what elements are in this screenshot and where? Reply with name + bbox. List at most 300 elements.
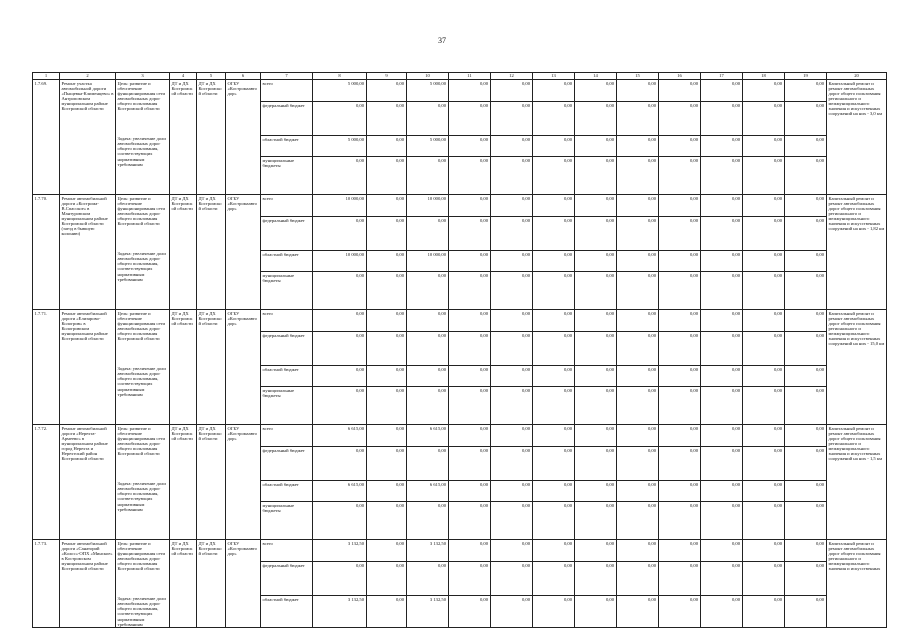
amount-cell: 0,00: [491, 447, 533, 481]
amount-cell: 0,00: [743, 540, 785, 562]
amount-cell: 0,00: [533, 251, 575, 272]
amount-cell: 0,00: [575, 562, 617, 596]
amount-cell: 5 000,00: [407, 136, 449, 157]
amount-cell: 0,00: [701, 332, 743, 366]
amount-cell: 5 000,00: [407, 80, 449, 102]
amount-cell: 0,00: [533, 136, 575, 157]
task-text: Задача: увеличение доли автомобильных дорог общего пользования, соответствующих нормативным требованиям: [116, 251, 170, 310]
amount-cell: 0,00: [743, 272, 785, 310]
amount-cell: 0,00: [533, 310, 575, 332]
fund-source: всего: [261, 310, 313, 332]
fund-source: федеральный бюджет: [261, 447, 313, 481]
amount-cell: 0,00: [617, 366, 659, 387]
amount-cell: 0,00: [449, 332, 491, 366]
amount-cell: 0,00: [407, 502, 449, 540]
goal-text: Цель: развитие и обеспечение функционирования сети автомобильных дорог общего пользования Костромской области: [116, 310, 170, 366]
header-cell: 12: [491, 73, 533, 80]
expected-result: Капитальный ремонт и ремонт автомобильных дорог общего пользования регионального и межмуниципального значения и искусственных сооружений на них - 3,0 км: [827, 80, 887, 195]
header-cell: 17: [701, 73, 743, 80]
amount-cell: 0,00: [313, 217, 367, 251]
table-row: [33, 540, 887, 562]
amount-cell: 0,00: [617, 332, 659, 366]
executor-col5: ДТ и ДХ Костромской области: [197, 425, 226, 540]
amount-cell: 0,00: [701, 272, 743, 310]
header-cell: 13: [533, 73, 575, 80]
amount-cell: 0,00: [743, 251, 785, 272]
executor-col6: ОГБУ «Костромаавтодор»: [226, 540, 261, 628]
expected-result: Капитальный ремонт и ремонт автомобильных дорог общего пользования регионального и межмуниципального значения и искусственных сооружений на них - 15,0 км: [827, 310, 887, 425]
fund-source: федеральный бюджет: [261, 217, 313, 251]
amount-cell: 0,00: [659, 425, 701, 447]
table-row: [33, 310, 887, 332]
amount-cell: 0,00: [533, 157, 575, 195]
amount-cell: 5 000,00: [313, 80, 367, 102]
executor-col4: ДТ и ДХ Костромской области: [170, 540, 197, 628]
amount-cell: 0,00: [367, 102, 407, 136]
amount-cell: 0,00: [533, 481, 575, 502]
amount-cell: 0,00: [785, 425, 827, 447]
fund-source: федеральный бюджет: [261, 102, 313, 136]
amount-cell: 0,00: [449, 596, 491, 628]
fund-source: областной бюджет: [261, 481, 313, 502]
amount-cell: 0,00: [785, 272, 827, 310]
fund-source: муниципальные бюджеты: [261, 502, 313, 540]
header-cell: 5: [197, 73, 226, 80]
item-number: 1.7.69.: [33, 80, 60, 195]
task-text: Задача: увеличение доли автомобильных дорог общего пользования, соответствующих нормативным требованиям: [116, 596, 170, 628]
amount-cell: 0,00: [449, 136, 491, 157]
amount-cell: 0,00: [407, 447, 449, 481]
amount-cell: 0,00: [491, 251, 533, 272]
amount-cell: 0,00: [313, 502, 367, 540]
amount-cell: 0,00: [785, 366, 827, 387]
amount-cell: 0,00: [659, 447, 701, 481]
executor-col4: ДТ и ДХ Костромской области: [170, 195, 197, 310]
header-cell: 10: [407, 73, 449, 80]
amount-cell: 0,00: [617, 217, 659, 251]
table-row: [33, 251, 887, 272]
amount-cell: 0,00: [491, 502, 533, 540]
amount-cell: 0,00: [449, 366, 491, 387]
amount-cell: 0,00: [407, 387, 449, 425]
executor-col6: ОГБУ «Костромаавтодор»: [226, 80, 261, 195]
amount-cell: 0,00: [701, 366, 743, 387]
amount-cell: 0,00: [367, 217, 407, 251]
amount-cell: 0,00: [575, 596, 617, 628]
amount-cell: 0,00: [491, 136, 533, 157]
amount-cell: 0,00: [743, 217, 785, 251]
table-row: [33, 596, 887, 628]
amount-cell: 0,00: [701, 251, 743, 272]
amount-cell: 0,00: [367, 481, 407, 502]
header-cell: 3: [116, 73, 170, 80]
amount-cell: 0,00: [367, 195, 407, 217]
amount-cell: 0,00: [533, 217, 575, 251]
amount-cell: 3 132,50: [407, 596, 449, 628]
amount-cell: 0,00: [659, 195, 701, 217]
amount-cell: 0,00: [313, 366, 367, 387]
amount-cell: 0,00: [701, 425, 743, 447]
amount-cell: 0,00: [617, 425, 659, 447]
amount-cell: 0,00: [407, 310, 449, 332]
amount-cell: 0,00: [367, 136, 407, 157]
amount-cell: 0,00: [449, 272, 491, 310]
table-row: [33, 195, 887, 217]
fund-source: областной бюджет: [261, 596, 313, 628]
item-name: Ремонт автомобильной дороги «Нерехта-Армеево» в муниципальном районе город Нерехта и Нерехтский район Костромской области: [60, 425, 116, 540]
amount-cell: 0,00: [785, 195, 827, 217]
amount-cell: 0,00: [659, 272, 701, 310]
amount-cell: 0,00: [743, 157, 785, 195]
amount-cell: 0,00: [743, 195, 785, 217]
amount-cell: 0,00: [701, 136, 743, 157]
header-cell: 7: [261, 73, 313, 80]
header-cell: 4: [170, 73, 197, 80]
amount-cell: 0,00: [617, 540, 659, 562]
amount-cell: 0,00: [701, 387, 743, 425]
amount-cell: 0,00: [617, 102, 659, 136]
amount-cell: 0,00: [617, 387, 659, 425]
amount-cell: 0,00: [313, 387, 367, 425]
amount-cell: 0,00: [575, 195, 617, 217]
amount-cell: 0,00: [785, 387, 827, 425]
amount-cell: 0,00: [491, 157, 533, 195]
amount-cell: 0,00: [659, 502, 701, 540]
amount-cell: 0,00: [491, 481, 533, 502]
amount-cell: 10 000,00: [313, 251, 367, 272]
goal-text: Цель: развитие и обеспечение функционирования сети автомобильных дорог общего пользования Костромской области: [116, 80, 170, 136]
amount-cell: 0,00: [367, 387, 407, 425]
amount-cell: 0,00: [449, 310, 491, 332]
amount-cell: 0,00: [701, 596, 743, 628]
amount-cell: 10 000,00: [407, 251, 449, 272]
amount-cell: 0,00: [785, 447, 827, 481]
item-name: Ремонт автомобильной дороги «Кострома-В.Спасское» в Мантуровском муниципальном районе Костромской области (заезд в бывшую колонию): [60, 195, 116, 310]
amount-cell: 0,00: [701, 80, 743, 102]
expected-result: Капитальный ремонт и ремонт автомобильных дорог общего пользования регионального и межмуниципального значения и искусственных: [827, 540, 887, 628]
amount-cell: 0,00: [575, 157, 617, 195]
amount-cell: 0,00: [575, 310, 617, 332]
executor-col4: ДТ и ДХ Костромской области: [170, 310, 197, 425]
amount-cell: 0,00: [449, 562, 491, 596]
amount-cell: 0,00: [785, 540, 827, 562]
amount-cell: 0,00: [743, 102, 785, 136]
executor-col4: ДТ и ДХ Костромской области: [170, 425, 197, 540]
fund-source: муниципальные бюджеты: [261, 387, 313, 425]
amount-cell: 0,00: [449, 251, 491, 272]
fund-source: муниципальные бюджеты: [261, 272, 313, 310]
fund-source: областной бюджет: [261, 136, 313, 157]
amount-cell: 0,00: [743, 596, 785, 628]
amount-cell: 0,00: [367, 502, 407, 540]
page-number: 37: [438, 36, 446, 45]
expected-result: Капитальный ремонт и ремонт автомобильных дорог общего пользования регионального и межмуниципального значения и искусственных сооружений на них - 1,82 км: [827, 195, 887, 310]
amount-cell: 0,00: [449, 157, 491, 195]
fund-source: всего: [261, 425, 313, 447]
amount-cell: 0,00: [701, 502, 743, 540]
amount-cell: 0,00: [743, 332, 785, 366]
amount-cell: 0,00: [533, 366, 575, 387]
amount-cell: 0,00: [785, 332, 827, 366]
table-row: [33, 366, 887, 387]
amount-cell: 0,00: [367, 310, 407, 332]
amount-cell: 0,00: [743, 387, 785, 425]
amount-cell: 10 000,00: [313, 195, 367, 217]
amount-cell: 5 000,00: [313, 136, 367, 157]
item-number: 1.7.73.: [33, 540, 60, 628]
amount-cell: 0,00: [617, 272, 659, 310]
amount-cell: 0,00: [701, 310, 743, 332]
amount-cell: 0,00: [785, 596, 827, 628]
amount-cell: 0,00: [533, 540, 575, 562]
amount-cell: 0,00: [533, 387, 575, 425]
amount-cell: 0,00: [449, 217, 491, 251]
amount-cell: 0,00: [367, 157, 407, 195]
amount-cell: 0,00: [313, 310, 367, 332]
amount-cell: 0,00: [659, 251, 701, 272]
executor-col6: ОГБУ «Костромаавтодор»: [226, 425, 261, 540]
task-text: Задача: увеличение доли автомобильных дорог общего пользования, соответствующих нормативным требованиям: [116, 481, 170, 540]
fund-source: областной бюджет: [261, 366, 313, 387]
amount-cell: 0,00: [659, 136, 701, 157]
amount-cell: 0,00: [491, 217, 533, 251]
amount-cell: 0,00: [533, 502, 575, 540]
amount-cell: 0,00: [701, 217, 743, 251]
item-name: Ремонт автомобильной дороги «Санаторий «Колос»-ОПХ «Минское» в Костромском муниципальном районе Костромской области: [60, 540, 116, 628]
executor-col5: ДТ и ДХ Костромской области: [197, 540, 226, 628]
amount-cell: 0,00: [659, 562, 701, 596]
fund-source: всего: [261, 80, 313, 102]
amount-cell: 0,00: [575, 425, 617, 447]
amount-cell: 0,00: [701, 195, 743, 217]
amount-cell: 0,00: [407, 562, 449, 596]
amount-cell: 0,00: [533, 562, 575, 596]
amount-cell: 0,00: [785, 310, 827, 332]
amount-cell: 0,00: [575, 481, 617, 502]
amount-cell: 0,00: [575, 272, 617, 310]
header-cell: 1: [33, 73, 60, 80]
amount-cell: 0,00: [575, 540, 617, 562]
amount-cell: 0,00: [659, 102, 701, 136]
header-cell: 11: [449, 73, 491, 80]
item-number: 1.7.70.: [33, 195, 60, 310]
amount-cell: 0,00: [449, 195, 491, 217]
amount-cell: 0,00: [785, 251, 827, 272]
amount-cell: 0,00: [407, 332, 449, 366]
header-cell: 15: [617, 73, 659, 80]
amount-cell: 0,00: [533, 102, 575, 136]
amount-cell: 0,00: [743, 447, 785, 481]
amount-cell: 0,00: [367, 251, 407, 272]
amount-cell: 0,00: [491, 387, 533, 425]
amount-cell: 0,00: [491, 425, 533, 447]
amount-cell: 0,00: [701, 540, 743, 562]
amount-cell: 0,00: [617, 80, 659, 102]
amount-cell: 0,00: [407, 272, 449, 310]
amount-cell: 0,00: [367, 596, 407, 628]
amount-cell: 0,00: [491, 540, 533, 562]
amount-cell: 0,00: [367, 332, 407, 366]
amount-cell: 0,00: [743, 310, 785, 332]
amount-cell: 0,00: [491, 272, 533, 310]
amount-cell: 0,00: [743, 80, 785, 102]
executor-col6: ОГБУ «Костромаавтодор»: [226, 195, 261, 310]
amount-cell: 0,00: [449, 387, 491, 425]
header-cell: 8: [313, 73, 367, 80]
amount-cell: 0,00: [313, 102, 367, 136]
fund-source: всего: [261, 540, 313, 562]
table-row: [33, 425, 887, 447]
amount-cell: 0,00: [449, 80, 491, 102]
amount-cell: 0,00: [533, 447, 575, 481]
amount-cell: 0,00: [701, 102, 743, 136]
amount-cell: 0,00: [449, 102, 491, 136]
amount-cell: 0,00: [407, 102, 449, 136]
amount-cell: 0,00: [617, 502, 659, 540]
item-number: 1.7.72.: [33, 425, 60, 540]
amount-cell: 0,00: [367, 80, 407, 102]
goal-text: Цель: развитие и обеспечение функционирования сети автомобильных дорог общего пользования Костромской области: [116, 195, 170, 251]
fund-source: федеральный бюджет: [261, 562, 313, 596]
amount-cell: 0,00: [367, 562, 407, 596]
amount-cell: 0,00: [407, 217, 449, 251]
header-cell: 18: [743, 73, 785, 80]
amount-cell: 0,00: [407, 366, 449, 387]
amount-cell: 0,00: [659, 387, 701, 425]
amount-cell: 0,00: [659, 366, 701, 387]
executor-col5: ДТ и ДХ Костромской области: [197, 310, 226, 425]
item-name: Ремонт участка автомобильной дороги «Пыщевка-Клименцево» в Антроповском муниципальном районе Костромской области: [60, 80, 116, 195]
amount-cell: 0,00: [785, 217, 827, 251]
amount-cell: 0,00: [743, 502, 785, 540]
fund-source: муниципальные бюджеты: [261, 157, 313, 195]
executor-col4: ДТ и ДХ Костромской области: [170, 80, 197, 195]
header-cell: 2: [60, 73, 116, 80]
amount-cell: 0,00: [491, 80, 533, 102]
amount-cell: 0,00: [617, 562, 659, 596]
amount-cell: 0,00: [785, 136, 827, 157]
amount-cell: 0,00: [491, 195, 533, 217]
amount-cell: 0,00: [367, 272, 407, 310]
amount-cell: 0,00: [533, 425, 575, 447]
amount-cell: 0,00: [575, 136, 617, 157]
amount-cell: 0,00: [617, 596, 659, 628]
amount-cell: 0,00: [617, 447, 659, 481]
table-row: [33, 481, 887, 502]
amount-cell: 0,00: [533, 332, 575, 366]
amount-cell: 0,00: [491, 562, 533, 596]
amount-cell: 6 615,00: [407, 481, 449, 502]
amount-cell: 0,00: [617, 481, 659, 502]
amount-cell: 0,00: [785, 102, 827, 136]
header-cell: 19: [785, 73, 827, 80]
header-cell: 9: [367, 73, 407, 80]
amount-cell: 0,00: [313, 447, 367, 481]
table-row: [33, 136, 887, 157]
amount-cell: 6 615,00: [407, 425, 449, 447]
amount-cell: 0,00: [575, 80, 617, 102]
amount-cell: 0,00: [313, 562, 367, 596]
amount-cell: 0,00: [617, 136, 659, 157]
amount-cell: 0,00: [575, 102, 617, 136]
amount-cell: 0,00: [617, 310, 659, 332]
amount-cell: 0,00: [659, 157, 701, 195]
amount-cell: 0,00: [743, 562, 785, 596]
amount-cell: 0,00: [575, 447, 617, 481]
amount-cell: 0,00: [367, 425, 407, 447]
amount-cell: 10 000,00: [407, 195, 449, 217]
amount-cell: 0,00: [491, 310, 533, 332]
amount-cell: 0,00: [575, 217, 617, 251]
amount-cell: 0,00: [743, 425, 785, 447]
amount-cell: 0,00: [533, 195, 575, 217]
amount-cell: 0,00: [701, 562, 743, 596]
header-row: [33, 73, 887, 80]
header-cell: 14: [575, 73, 617, 80]
amount-cell: 0,00: [785, 157, 827, 195]
goal-text: Цель: развитие и обеспечение функционирования сети автомобильных дорог общего пользования Костромской области: [116, 425, 170, 481]
amount-cell: 0,00: [785, 502, 827, 540]
executor-col5: ДТ и ДХ Костромской области: [197, 80, 226, 195]
amount-cell: 3 132,50: [313, 540, 367, 562]
expected-result: Капитальный ремонт и ремонт автомобильных дорог общего пользования регионального и межмуниципального значения и искусственных сооружений на них - 1,5 км: [827, 425, 887, 540]
amount-cell: 0,00: [449, 481, 491, 502]
amount-cell: 0,00: [617, 157, 659, 195]
amount-cell: 0,00: [367, 447, 407, 481]
header-cell: 16: [659, 73, 701, 80]
executor-col6: ОГБУ «Костромаавтодор»: [226, 310, 261, 425]
goal-text: Цель: развитие и обеспечение функционирования сети автомобильных дорог общего пользования Костромской области: [116, 540, 170, 596]
amount-cell: 0,00: [491, 366, 533, 387]
amount-cell: 0,00: [785, 481, 827, 502]
amount-cell: 0,00: [743, 136, 785, 157]
amount-cell: 0,00: [491, 332, 533, 366]
amount-cell: 0,00: [367, 366, 407, 387]
amount-cell: 0,00: [659, 332, 701, 366]
table-row: [33, 80, 887, 102]
amount-cell: 0,00: [575, 332, 617, 366]
amount-cell: 0,00: [491, 102, 533, 136]
amount-cell: 6 615,00: [313, 481, 367, 502]
amount-cell: 0,00: [743, 366, 785, 387]
amount-cell: 0,00: [313, 157, 367, 195]
amount-cell: 0,00: [367, 540, 407, 562]
amount-cell: 0,00: [491, 596, 533, 628]
amount-cell: 0,00: [575, 251, 617, 272]
amount-cell: 0,00: [407, 157, 449, 195]
amount-cell: 0,00: [617, 251, 659, 272]
amount-cell: 0,00: [617, 195, 659, 217]
amount-cell: 0,00: [449, 502, 491, 540]
amount-cell: 0,00: [659, 310, 701, 332]
amount-cell: 0,00: [701, 481, 743, 502]
amount-cell: 0,00: [743, 481, 785, 502]
amount-cell: 0,00: [701, 157, 743, 195]
amount-cell: 0,00: [701, 447, 743, 481]
amount-cell: 3 132,50: [313, 596, 367, 628]
item-number: 1.7.71.: [33, 310, 60, 425]
amount-cell: 0,00: [659, 596, 701, 628]
header-cell: 6: [226, 73, 261, 80]
fund-source: федеральный бюджет: [261, 332, 313, 366]
amount-cell: 6 615,00: [313, 425, 367, 447]
amount-cell: 0,00: [449, 447, 491, 481]
task-text: Задача: увеличение доли автомобильных дорог общего пользования, соответствующих нормативным требованиям: [116, 136, 170, 195]
item-name: Ремонт автомобильной дороги «Елизарово-Кологрив» в Кологривском муниципальном районе Костромской области: [60, 310, 116, 425]
program-table: [32, 72, 887, 628]
amount-cell: 0,00: [313, 332, 367, 366]
amount-cell: 0,00: [533, 80, 575, 102]
